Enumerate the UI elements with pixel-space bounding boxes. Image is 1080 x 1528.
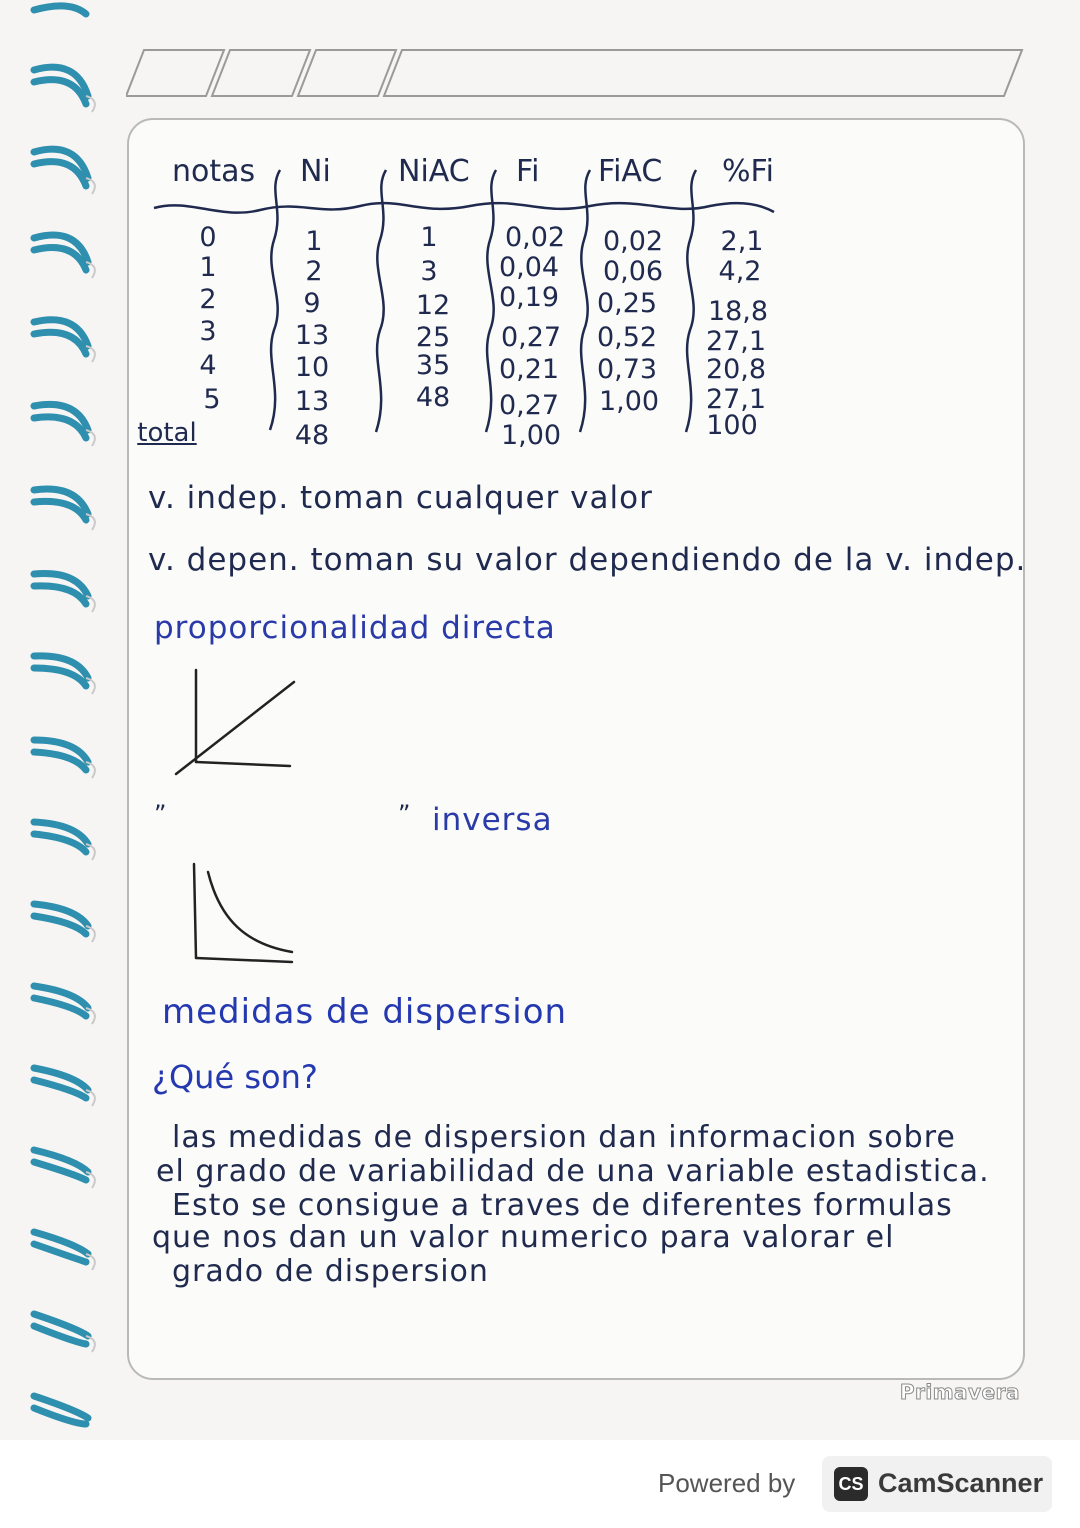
cell-pct-2: 18,8 xyxy=(707,296,769,327)
cell-fiac-4: 0,73 xyxy=(596,354,658,385)
cell-pct-1: 4,2 xyxy=(718,256,762,287)
cell-niac-1: 3 xyxy=(420,256,438,287)
cell-ni-3: 13 xyxy=(294,320,330,351)
notebook-brand-logo: Primavera xyxy=(899,1380,1020,1404)
cell-fi-5: 0,27 xyxy=(498,390,560,421)
cell-pct-4: 20,8 xyxy=(705,354,767,385)
cell-ni-5: 13 xyxy=(294,386,330,417)
table-header-niac: NiAC xyxy=(398,154,470,189)
cell-fi-2: 0,19 xyxy=(498,282,560,313)
ditto-mark-right: ” xyxy=(398,800,412,828)
cell-fi-4: 0,21 xyxy=(498,354,560,385)
cell-niac-4: 35 xyxy=(415,350,451,381)
cell-nota-2: 2 xyxy=(199,284,217,315)
cell-ni-4: 10 xyxy=(294,352,330,383)
cell-nota-5: 5 xyxy=(203,384,221,415)
table-header-fi: Fi xyxy=(516,154,540,189)
table-header-notas: notas xyxy=(172,154,256,189)
table-header-ni: Ni xyxy=(300,154,331,189)
camscanner-badge xyxy=(822,1456,1052,1512)
table-header-fiac: FiAC xyxy=(598,154,663,189)
cell-ni-2: 9 xyxy=(303,288,321,319)
cell-total-fi: 1,00 xyxy=(500,420,562,451)
camscanner-logo-icon: CS xyxy=(834,1467,868,1501)
table-header-pct-fi: %Fi xyxy=(722,154,774,189)
cell-fiac-3: 0,52 xyxy=(596,322,658,353)
cell-nota-4: 4 xyxy=(199,350,217,381)
cell-nota-3: 3 xyxy=(199,316,217,347)
spiral-rings-icon xyxy=(30,0,100,1440)
cell-fi-1: 0,04 xyxy=(498,252,560,283)
cell-pct-5: 27,1 xyxy=(705,384,767,415)
cell-niac-5: 48 xyxy=(415,382,451,413)
camscanner-name: CamScanner xyxy=(878,1468,1044,1498)
cell-niac-2: 12 xyxy=(415,290,451,321)
note-v-depen: v. depen. toman su valor dependiendo de la v. indep. xyxy=(148,542,1027,578)
cell-nota-1: 1 xyxy=(199,252,217,283)
paragraph-line-2: el grado de variabilidad de una variable estadistica. xyxy=(156,1154,990,1189)
cell-ni-0: 1 xyxy=(305,226,323,257)
cell-pct-0: 2,1 xyxy=(720,226,764,257)
cell-fiac-1: 0,06 xyxy=(602,256,664,287)
date-header-boxes xyxy=(126,48,1026,100)
paragraph-line-4: que nos dan un valor numerico para valorar el xyxy=(152,1220,895,1255)
paragraph-line-5: grado de dispersion xyxy=(172,1254,489,1289)
ditto-mark-left: ” xyxy=(154,800,168,828)
powered-by-label: Powered by xyxy=(658,1468,796,1498)
inverse-proportion-graph xyxy=(186,860,306,970)
heading-proporcionalidad-directa: proporcionalidad directa xyxy=(154,610,556,646)
paragraph-line-1: las medidas de dispersion dan informacion sobre xyxy=(172,1120,956,1155)
note-v-indep: v. indep. toman cualquer valor xyxy=(148,480,653,516)
cell-total-label: total xyxy=(137,418,197,448)
section-question: ¿Qué son? xyxy=(152,1058,318,1096)
cell-nota-0: 0 xyxy=(199,222,217,253)
table-grid-lines xyxy=(150,150,790,450)
spiral-binding xyxy=(30,0,100,1440)
label-inversa: inversa xyxy=(432,802,553,838)
cell-pct-3: 27,1 xyxy=(705,326,767,357)
cell-total-pct: 100 xyxy=(706,410,758,441)
cell-fiac-2: 0,25 xyxy=(596,288,658,319)
cell-fiac-0: 0,02 xyxy=(602,226,664,257)
cell-ni-1: 2 xyxy=(305,256,323,287)
paragraph-line-3: Esto se consigue a traves de diferentes formulas xyxy=(172,1188,953,1223)
cell-fiac-5: 1,00 xyxy=(598,386,660,417)
cell-fi-0: 0,02 xyxy=(504,222,566,253)
cell-niac-0: 1 xyxy=(420,222,438,253)
cell-total-ni: 48 xyxy=(294,420,330,451)
cell-niac-3: 25 xyxy=(415,322,451,353)
section-heading-medidas: medidas de dispersion xyxy=(162,992,568,1032)
cell-fi-3: 0,27 xyxy=(500,322,562,353)
direct-proportion-graph xyxy=(170,666,300,776)
